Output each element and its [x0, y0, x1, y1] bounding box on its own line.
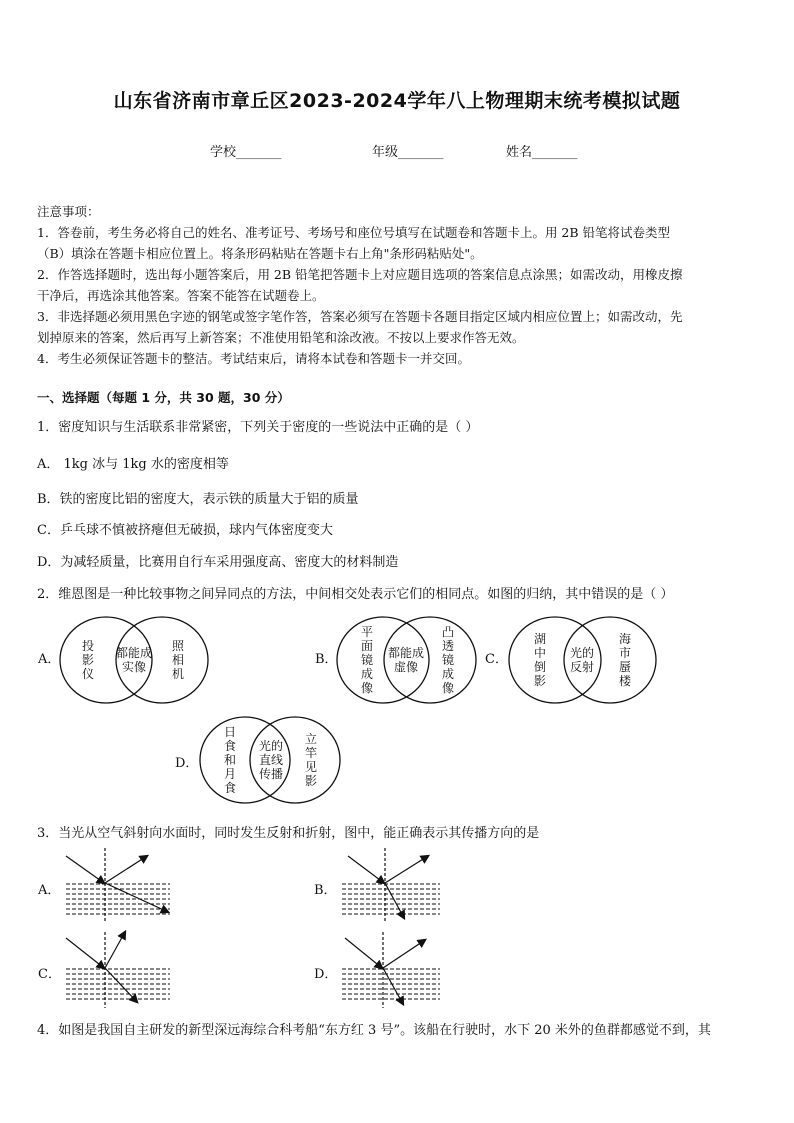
notice-line-3: 2．作答选择题时，选出每小题答案后，用 2B 铅笔把答题卡上对应题目选项的答案信息点涂黑；如需改动，用橡皮擦 [37, 267, 683, 282]
venn-middle-text: 直线 [258, 753, 284, 767]
q2-venn-diagrams [0, 605, 794, 810]
venn-middle-text: 实像 [121, 660, 147, 674]
q3a-reflected-ray [105, 856, 147, 883]
q2-stem: 2．维恩图是一种比较事物之间异同点的方法，中间相交处表示它们的相同点。如图的归纳，其中错误的是（ ） [37, 587, 674, 602]
venn-right-text: 影 [304, 774, 318, 788]
q3a-incident-ray [66, 856, 104, 883]
venn-right-text: 蜃 [618, 660, 632, 674]
venn-middle-text: 反射 [569, 660, 595, 674]
venn-right-text: 机 [171, 667, 185, 681]
venn-left-text: 投 [81, 639, 95, 653]
q3-label-c: C． [38, 967, 61, 982]
q3-label-a: A． [38, 883, 61, 898]
venn-right-text: 竿 [304, 746, 318, 760]
q4-stem: 4．如图是我国自主研发的新型深远海综合科考船“东方红 3 号”。该船在行驶时，水下 20 米外的鱼群都感觉不到，其 [37, 1023, 711, 1038]
venn-right-text: 透 [441, 639, 455, 653]
notice-heading: 注意事项： [37, 204, 100, 219]
venn-right-text: 照 [171, 639, 185, 653]
venn-middle-text: 虚像 [393, 660, 419, 674]
venn-right-text: 立 [304, 732, 318, 746]
venn-right-text: 相 [171, 653, 185, 667]
q1-option-a: A． 1kg 冰与 1kg 水的密度相等 [37, 457, 229, 472]
venn-left-text: 食 [223, 739, 237, 753]
venn-middle-text: 光的 [258, 739, 284, 753]
venn-left-text: 镜 [360, 653, 374, 667]
notice-line-1: 1．答卷前，考生务必将自己的姓名、准考证号、考场号和座位号填写在试题卷和答题卡上。用 2B 铅笔将试卷类型 [37, 225, 671, 240]
venn-left-text: 日 [223, 725, 237, 739]
venn-left-text: 像 [360, 681, 374, 695]
notice-line-4: 干净后，再选涂其他答案。答案不能答在试题卷上。 [37, 288, 325, 303]
notice-line-6: 划掉原来的答案，然后再写上新答案；不准使用铅笔和涂改液。不按以上要求作答无效。 [37, 330, 525, 345]
venn-left-text: 仪 [81, 667, 95, 681]
venn-middle-text: 光的 [569, 646, 595, 660]
venn-right-text: 市 [618, 646, 632, 660]
notice-line-7: 4．考生必须保证答题卡的整洁。考试结束后，请将本试卷和答题卡一并交回。 [37, 351, 470, 366]
venn-right-text: 像 [441, 681, 455, 695]
venn-middle-text: 传播 [258, 767, 284, 781]
q3b-incident-ray [348, 856, 384, 883]
venn-left-text: 影 [533, 674, 547, 688]
q3c-refracted-ray [105, 968, 137, 1002]
venn-left-text: 影 [81, 653, 95, 667]
venn-left-text: 成 [360, 667, 374, 681]
q3-figures [0, 840, 794, 1015]
notice-line-5: 3．非选择题必须用黑色字迹的钢笔或签字笔作答，答案必须写在答题卡各题目指定区域内相应位置上；如需改动，先 [37, 309, 683, 324]
venn-left-text: 面 [360, 639, 374, 653]
venn-right-text: 镜 [441, 653, 455, 667]
venn-left-text: 食 [223, 781, 237, 795]
q3b-refracted-ray [385, 883, 404, 918]
venn-middle-text: 都能成 [387, 646, 425, 660]
q3d-incident-ray [345, 938, 382, 968]
venn-left-text: 月 [223, 767, 237, 781]
venn-left-text: 湖 [533, 632, 547, 646]
notice-line-2: （B）填涂在答题卡相应位置上。将条形码粘贴在答题卡右上角"条形码粘贴处"。 [37, 246, 483, 261]
section-heading: 一、选择题（每题 1 分，共 30 题，30 分） [37, 390, 290, 405]
q2-option-label: A． [38, 652, 61, 667]
q1-option-d: D．为减轻质量，比赛用自行车采用强度高、密度大的材料制造 [37, 555, 399, 570]
q2-option-label: B． [315, 652, 338, 667]
q1-option-c: C．乒乓球不慎被挤瘪但无破损，球内气体密度变大 [37, 523, 333, 538]
q3-label-d: D． [314, 967, 338, 982]
venn-right-text: 海 [618, 632, 632, 646]
venn-left-text: 平 [360, 625, 374, 639]
venn-middle-text: 都能成 [115, 646, 153, 660]
q2-option-label: C． [485, 652, 508, 667]
q3c-reflected-ray [105, 932, 125, 968]
q3-label-b: B． [314, 883, 337, 898]
page-title: 山东省济南市章丘区2023-2024学年八上物理期末统考模拟试题 [113, 90, 681, 112]
venn-left-text: 和 [223, 753, 237, 767]
q1-option-b: B．铁的密度比铝的密度大，表示铁的质量大于铝的质量 [37, 492, 359, 507]
venn-right-text: 凸 [441, 625, 455, 639]
venn-right-text: 见 [304, 760, 318, 774]
grade-field: 年级_______ [372, 145, 444, 160]
q2-option-label: D． [175, 756, 199, 771]
venn-left-text: 倒 [533, 660, 547, 674]
school-field: 学校_______ [210, 145, 282, 160]
name-field: 姓名_______ [506, 145, 578, 160]
venn-right-text: 成 [441, 667, 455, 681]
venn-right-text: 楼 [618, 674, 632, 688]
venn-left-text: 中 [533, 646, 547, 660]
q3c-incident-ray [66, 938, 104, 968]
q3a-refracted-ray [105, 883, 168, 912]
q3b-reflected-ray [385, 856, 428, 883]
q3-stem: 3．当光从空气斜射向水面时，同时发生反射和折射，图中，能正确表示其传播方向的是 [37, 826, 540, 841]
q1-stem: 1．密度知识与生活联系非常紧密，下列关于密度的一些说法中正确的是（ ） [37, 420, 479, 435]
q3d-reflected-ray [383, 940, 425, 968]
